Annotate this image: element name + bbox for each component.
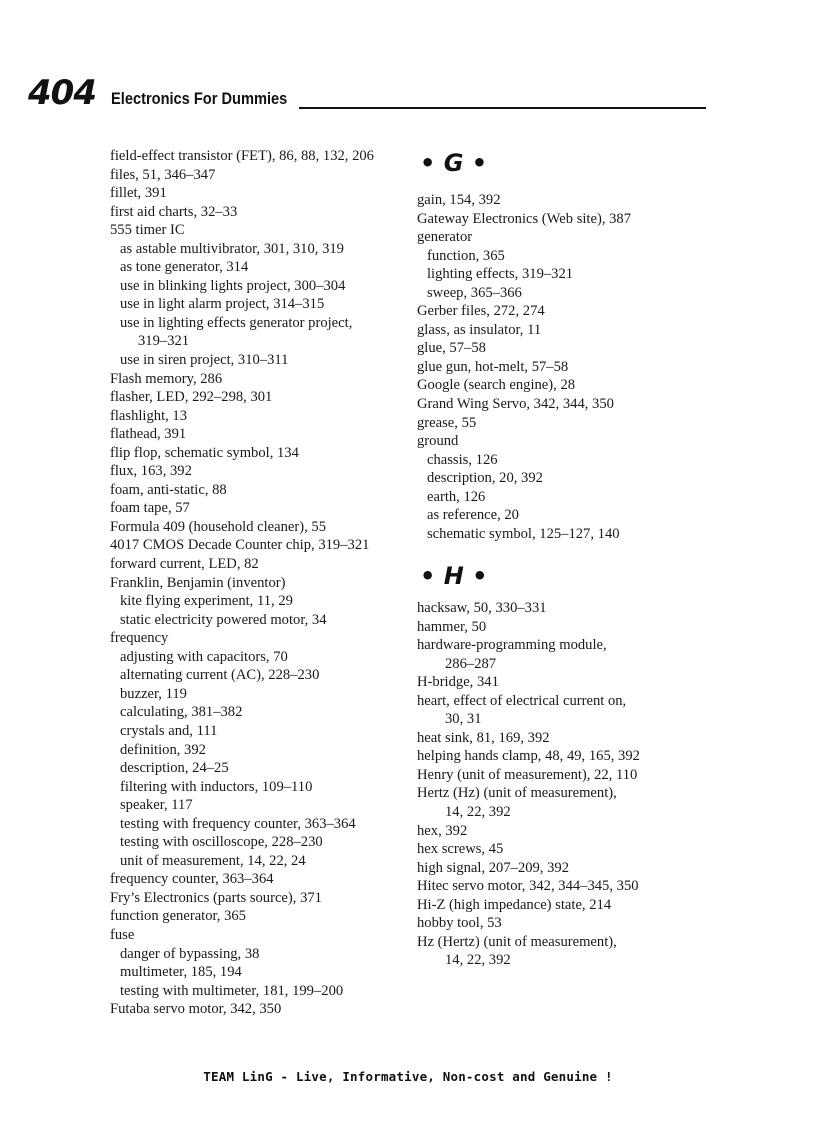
- header-rule: [299, 107, 706, 109]
- index-entry: grease, 55: [417, 414, 477, 431]
- index-subentry: testing with oscilloscope, 228–230: [120, 834, 323, 851]
- index-entry: foam, anti-static, 88: [110, 481, 227, 498]
- index-entry: Hz (Hertz) (unit of measurement),: [417, 933, 617, 950]
- index-subentry: multimeter, 185, 194: [120, 964, 242, 981]
- index-entry: Gateway Electronics (Web site), 387: [417, 210, 632, 227]
- index-entry: foam tape, 57: [110, 500, 190, 517]
- index-subentry: buzzer, 119: [120, 685, 187, 702]
- index-entry: fillet, 391: [110, 185, 167, 202]
- index-entry: generator: [417, 229, 473, 246]
- index-entry: heart, effect of electrical current on,: [417, 692, 627, 709]
- index-subentry: static electricity powered motor, 34: [120, 611, 327, 628]
- footer-banner: TEAM LinG - Live, Informative, Non-cost and Genuine !: [203, 1069, 613, 1084]
- book-title: Electronics For Dummies: [111, 89, 288, 108]
- index-entry: Fry’s Electronics (parts source), 371: [110, 889, 322, 906]
- index-subentry: testing with frequency counter, 363–364: [120, 815, 356, 832]
- index-subentry: as astable multivibrator, 301, 310, 319: [120, 240, 344, 257]
- index-entry: Google (search engine), 28: [417, 377, 576, 394]
- index-subentry: definition, 392: [120, 741, 206, 758]
- section-heading-h: • H •: [420, 562, 488, 590]
- index-entry: Gerber files, 272, 274: [417, 303, 545, 320]
- index-entry: hacksaw, 50, 330–331: [417, 599, 547, 616]
- index-subentry: as tone generator, 314: [120, 259, 249, 276]
- index-subentry: use in siren project, 310–311: [120, 352, 289, 369]
- index-subentry: function, 365: [427, 247, 505, 264]
- index-subentry: chassis, 126: [427, 451, 498, 468]
- index-subentry: alternating current (AC), 228–230: [120, 667, 320, 684]
- index-entry: Henry (unit of measurement), 22, 110: [417, 766, 638, 783]
- section-heading-g: • G •: [420, 149, 488, 177]
- index-entry: hardware-programming module,: [417, 637, 607, 654]
- index-entry: 4017 CMOS Decade Counter chip, 319–321: [110, 537, 370, 554]
- index-subentry: as reference, 20: [427, 507, 519, 524]
- h-entries: [417, 599, 717, 970]
- index-entry: helping hands clamp, 48, 49, 165, 392: [417, 748, 640, 765]
- index-subentry: adjusting with capacitors, 70: [120, 648, 288, 665]
- index-subentry: use in light alarm project, 314–315: [120, 296, 325, 313]
- index-entry: high signal, 207–209, 392: [417, 859, 570, 876]
- index-entry: 555 timer IC: [110, 222, 185, 239]
- index-entry: flux, 163, 392: [110, 463, 192, 480]
- index-entry: Hertz (Hz) (unit of measurement),: [417, 785, 617, 802]
- index-entry: ground: [417, 433, 459, 450]
- index-entry: Grand Wing Servo, 342, 344, 350: [417, 396, 614, 413]
- index-subentry: testing with multimeter, 181, 199–200: [120, 982, 344, 999]
- index-subentry: earth, 126: [427, 488, 486, 505]
- index-left-column: [110, 147, 410, 1019]
- index-entry: field-effect transistor (FET), 86, 88, 132, 206: [110, 148, 374, 164]
- index-entry: hex screws, 45: [417, 841, 504, 858]
- index-entry: fuse: [110, 926, 135, 943]
- index-entry: Hi-Z (high impedance) state, 214: [417, 896, 612, 913]
- index-subentry: description, 24–25: [120, 760, 229, 777]
- index-subentry: schematic symbol, 125–127, 140: [427, 525, 620, 542]
- index-entry: Formula 409 (household cleaner), 55: [110, 518, 327, 535]
- index-entry: function generator, 365: [110, 908, 246, 925]
- index-entry: glue gun, hot-melt, 57–58: [417, 358, 569, 375]
- index-subentry: description, 20, 392: [427, 470, 543, 487]
- index-entry: flasher, LED, 292–298, 301: [110, 389, 273, 406]
- index-entry: frequency: [110, 630, 169, 647]
- index-entry: heat sink, 81, 169, 392: [417, 729, 550, 746]
- index-subentry: kite flying experiment, 11, 29: [120, 593, 293, 610]
- index-subentry: crystals and, 111: [120, 722, 218, 739]
- index-entry: hammer, 50: [417, 618, 487, 635]
- g-entries: [417, 191, 717, 543]
- index-subentry: calculating, 381–382: [120, 704, 243, 721]
- index-subentry: filtering with inductors, 109–110: [120, 778, 313, 795]
- index-subentry: use in lighting effects generator project,: [120, 314, 353, 331]
- index-entry: frequency counter, 363–364: [110, 871, 274, 888]
- index-entry: gain, 154, 392: [417, 192, 501, 208]
- index-entry: flathead, 391: [110, 426, 187, 443]
- index-subentry: use in blinking lights project, 300–304: [120, 277, 346, 294]
- index-continuation: 319–321: [138, 333, 190, 350]
- index-continuation: 14, 22, 392: [445, 952, 511, 969]
- index-continuation: 30, 31: [445, 711, 482, 728]
- index-subentry: unit of measurement, 14, 22, 24: [120, 852, 306, 869]
- index-subentry: sweep, 365–366: [427, 284, 522, 301]
- page-number: 404: [28, 73, 96, 113]
- index-entry: H-bridge, 341: [417, 674, 499, 691]
- index-entry: Hitec servo motor, 342, 344–345, 350: [417, 878, 639, 895]
- index-subentry: lighting effects, 319–321: [427, 266, 574, 283]
- index-entry: flip flop, schematic symbol, 134: [110, 444, 299, 461]
- index-entry: files, 51, 346–347: [110, 166, 216, 183]
- index-entry: Flash memory, 286: [110, 370, 223, 387]
- index-continuation: 14, 22, 392: [445, 804, 511, 820]
- index-entry: hobby tool, 53: [417, 915, 502, 932]
- index-subentry: danger of bypassing, 38: [120, 945, 260, 962]
- index-entry: hex, 392: [417, 822, 468, 839]
- index-entry: Franklin, Benjamin (inventor): [110, 574, 286, 591]
- index-entry: flashlight, 13: [110, 407, 188, 424]
- index-entry: glue, 57–58: [417, 340, 486, 357]
- index-entry: first aid charts, 32–33: [110, 203, 238, 220]
- index-continuation: 286–287: [445, 655, 497, 672]
- index-entry: Futaba servo motor, 342, 350: [110, 1001, 282, 1018]
- index-subentry: speaker, 117: [120, 797, 193, 814]
- index-entry: glass, as insulator, 11: [417, 321, 542, 338]
- index-entry: forward current, LED, 82: [110, 556, 259, 573]
